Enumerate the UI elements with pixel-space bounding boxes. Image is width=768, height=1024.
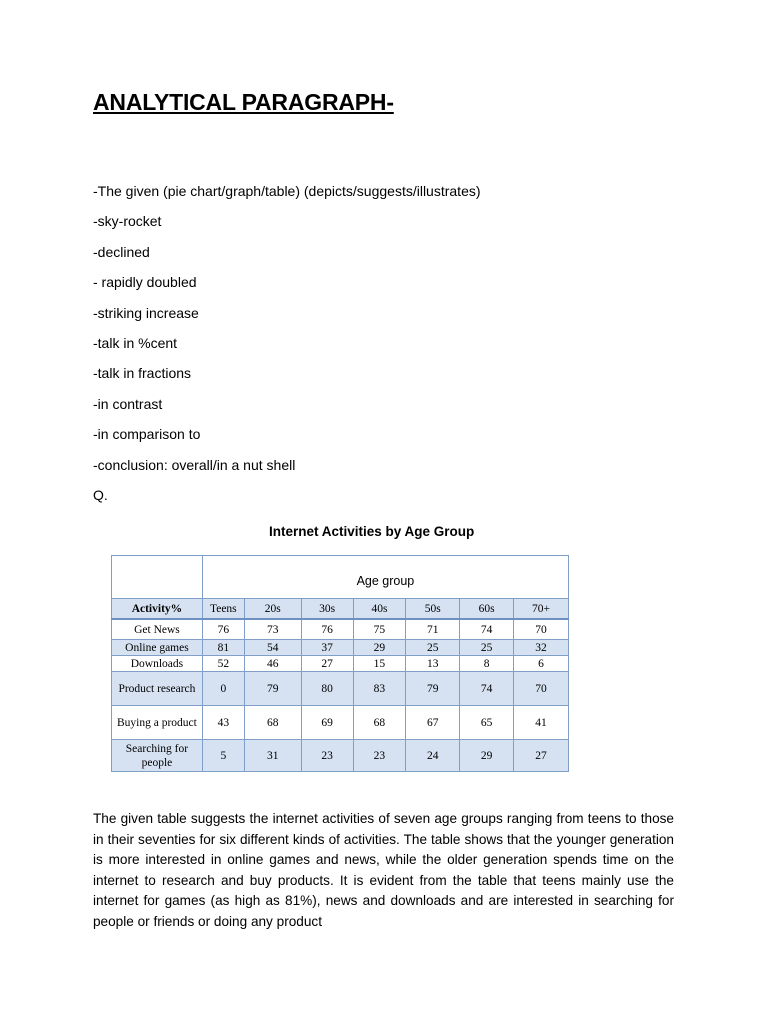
table-cell: 81 [202, 640, 244, 656]
table-corner-cell [112, 556, 203, 599]
note-line: -talk in %cent [93, 334, 178, 351]
table-cell: 54 [244, 640, 301, 656]
table-cell: 75 [353, 619, 406, 640]
table-row [112, 740, 569, 772]
answer-paragraph: The given table suggests the internet activities of seven age groups ranging from teens to those in their seventies for six different kinds of activities. The table shows that the younger generation is more interested in online games and news, while the older generation spends time on the internet to research and buy products. It is evident from the table that teens mainly use the internet for games (as high as 81%), news and downloads and are interested in searching for people or friends or doing any product [93, 811, 674, 929]
table-row [112, 640, 569, 656]
table-cell: 76 [202, 619, 244, 640]
table-cell: 32 [514, 640, 569, 656]
table-cell: 68 [353, 706, 406, 740]
table-cell: 67 [406, 706, 460, 740]
table-column-header-row [112, 599, 569, 620]
table-cell: 74 [460, 619, 514, 640]
table-cell: 74 [460, 672, 514, 706]
table-cell: 0 [202, 672, 244, 706]
note-line: -talk in fractions [93, 365, 192, 382]
page-heading: ANALYTICAL PARAGRAPH- [93, 89, 394, 115]
table-cell: 41 [514, 706, 569, 740]
table-cell: 25 [406, 640, 460, 656]
age-group-header: Age group [202, 556, 568, 599]
note-line: -The given (pie chart/graph/table) (depicts/suggests/illustrates) [93, 183, 481, 199]
column-header: 30s [301, 599, 353, 620]
column-header: Teens [202, 599, 244, 620]
table-cell: 24 [406, 740, 460, 772]
activity-label: Searching for people [112, 740, 203, 772]
table-row [112, 619, 569, 640]
table-cell: 43 [202, 706, 244, 740]
table-cell: 27 [301, 656, 353, 672]
table-cell: 71 [406, 619, 460, 640]
table-title: Internet Activities by Age Group [269, 524, 475, 539]
note-line: -striking increase [93, 304, 199, 321]
table-cell: 29 [353, 640, 406, 656]
table-cell: 79 [406, 672, 460, 706]
table-cell: 79 [244, 672, 301, 706]
table-cell: 68 [244, 706, 301, 740]
table-cell: 52 [202, 656, 244, 672]
table-cell: 65 [460, 706, 514, 740]
activity-label: Get News [112, 619, 203, 640]
table-cell: 29 [460, 740, 514, 772]
table-cell: 25 [460, 640, 514, 656]
table-cell: 27 [514, 740, 569, 772]
table-cell: 6 [514, 656, 569, 672]
column-header: 70+ [514, 599, 569, 620]
column-header: 40s [353, 599, 406, 620]
table-cell: 37 [301, 640, 353, 656]
table-row [112, 672, 569, 706]
table-group-header-row [112, 556, 569, 599]
table-cell: 23 [353, 740, 406, 772]
note-line: -in contrast [93, 395, 163, 412]
table-cell: 46 [244, 656, 301, 672]
activity-label: Online games [112, 640, 203, 656]
note-line: - rapidly doubled [93, 274, 197, 291]
activity-label: Product research [112, 672, 203, 706]
note-line: -sky-rocket [93, 213, 162, 230]
note-line: -conclusion: overall/in a nut shell [93, 456, 296, 473]
question-label: Q. [93, 486, 108, 503]
note-line: -declined [93, 243, 150, 260]
table-row [112, 706, 569, 740]
column-header: 20s [244, 599, 301, 620]
table-cell: 15 [353, 656, 406, 672]
column-header: Activity% [112, 599, 203, 620]
table-cell: 70 [514, 619, 569, 640]
table-cell: 23 [301, 740, 353, 772]
activities-table [111, 555, 569, 772]
table-cell: 5 [202, 740, 244, 772]
column-header: 60s [460, 599, 514, 620]
table-cell: 69 [301, 706, 353, 740]
activity-label: Downloads [112, 656, 203, 672]
table-cell: 8 [460, 656, 514, 672]
table-cell: 13 [406, 656, 460, 672]
notes-list [93, 182, 693, 516]
table-cell: 73 [244, 619, 301, 640]
table-row [112, 656, 569, 672]
activity-label: Buying a product [112, 706, 203, 740]
table-cell: 83 [353, 672, 406, 706]
note-line: -in comparison to [93, 426, 201, 443]
table-cell: 70 [514, 672, 569, 706]
table-cell: 31 [244, 740, 301, 772]
table-cell: 80 [301, 672, 353, 706]
column-header: 50s [406, 599, 460, 620]
table-cell: 76 [301, 619, 353, 640]
